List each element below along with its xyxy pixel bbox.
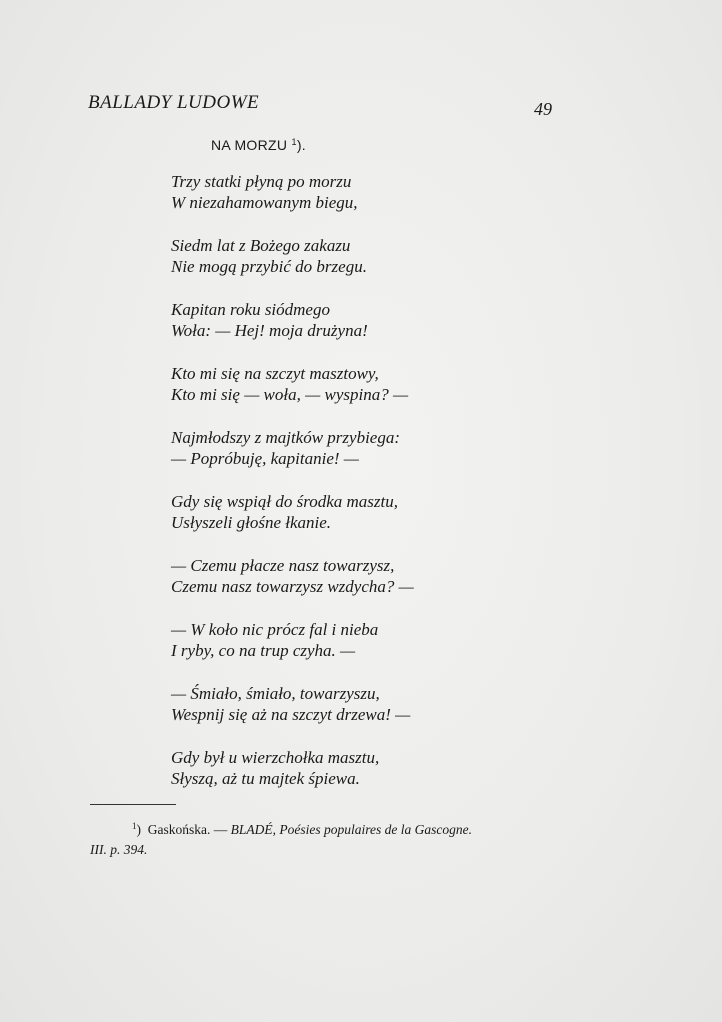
footnote-source: BLADÉ, Poésies populaires de la Gascogne. bbox=[230, 822, 472, 837]
footnote-reference: 1 bbox=[291, 137, 297, 147]
verse-line: Nie mogą przybić do brzegu. bbox=[171, 257, 367, 276]
verse-line: — Popróbuję, kapitanie! — bbox=[171, 449, 359, 468]
footnote bbox=[90, 816, 570, 860]
stanza bbox=[171, 747, 591, 811]
poem-body bbox=[171, 171, 591, 811]
verse-line: Gdy był u wierzchołka masztu, bbox=[171, 748, 380, 767]
poem-title-text: NA MORZU bbox=[211, 137, 288, 153]
stanza bbox=[171, 619, 591, 683]
stanza bbox=[171, 299, 591, 363]
stanza bbox=[171, 171, 591, 235]
verse-line: Woła: — Hej! moja drużyna! bbox=[171, 321, 368, 340]
stanza bbox=[171, 427, 591, 491]
stanza bbox=[171, 555, 591, 619]
verse-line: W niezahamowanym biegu, bbox=[171, 193, 358, 212]
verse-line: Słyszą, aż tu majtek śpiewa. bbox=[171, 769, 360, 788]
stanza bbox=[171, 363, 591, 427]
footnote-mark: 1 bbox=[132, 821, 137, 831]
footnote-mark-close: ) bbox=[136, 822, 141, 837]
footnote-origin: Gaskońska. — bbox=[147, 822, 228, 837]
verse-line: — Śmiało, śmiało, towarzyszu, bbox=[171, 684, 380, 703]
poem-title bbox=[211, 137, 306, 153]
verse-line: Kapitan roku siódmego bbox=[171, 300, 330, 319]
footnote-reference-close: ). bbox=[296, 137, 306, 153]
verse-line: — Czemu płacze nasz towarzysz, bbox=[171, 556, 395, 575]
footnote-line-1 bbox=[90, 816, 570, 840]
footnote-divider bbox=[90, 804, 176, 805]
verse-line: Czemu nasz towarzysz wzdycha? — bbox=[171, 577, 414, 596]
stanza bbox=[171, 491, 591, 555]
verse-line: Wespnij się aż na szczyt drzewa! — bbox=[171, 705, 411, 724]
verse-line: Usłyszeli głośne łkanie. bbox=[171, 513, 332, 532]
verse-line: Najmłodszy z majtków przybiega: bbox=[171, 428, 401, 447]
footnote-line-2: III. p. 394. bbox=[90, 842, 148, 857]
verse-line: Trzy statki płyną po morzu bbox=[171, 172, 352, 191]
verse-line: Kto mi się na szczyt masztowy, bbox=[171, 364, 379, 383]
verse-line: Kto mi się — woła, — wyspina? — bbox=[171, 385, 409, 404]
verse-line: Siedm lat z Bożego zakazu bbox=[171, 236, 351, 255]
verse-line: Gdy się wspiął do środka masztu, bbox=[171, 492, 398, 511]
stanza bbox=[171, 683, 591, 747]
verse-line: I ryby, co na trup czyha. — bbox=[171, 641, 356, 660]
stanza bbox=[171, 235, 591, 299]
verse-line: — W koło nic prócz fal i nieba bbox=[171, 620, 379, 639]
running-head: BALLADY LUDOWE bbox=[88, 92, 260, 113]
page-number: 49 bbox=[534, 99, 552, 119]
